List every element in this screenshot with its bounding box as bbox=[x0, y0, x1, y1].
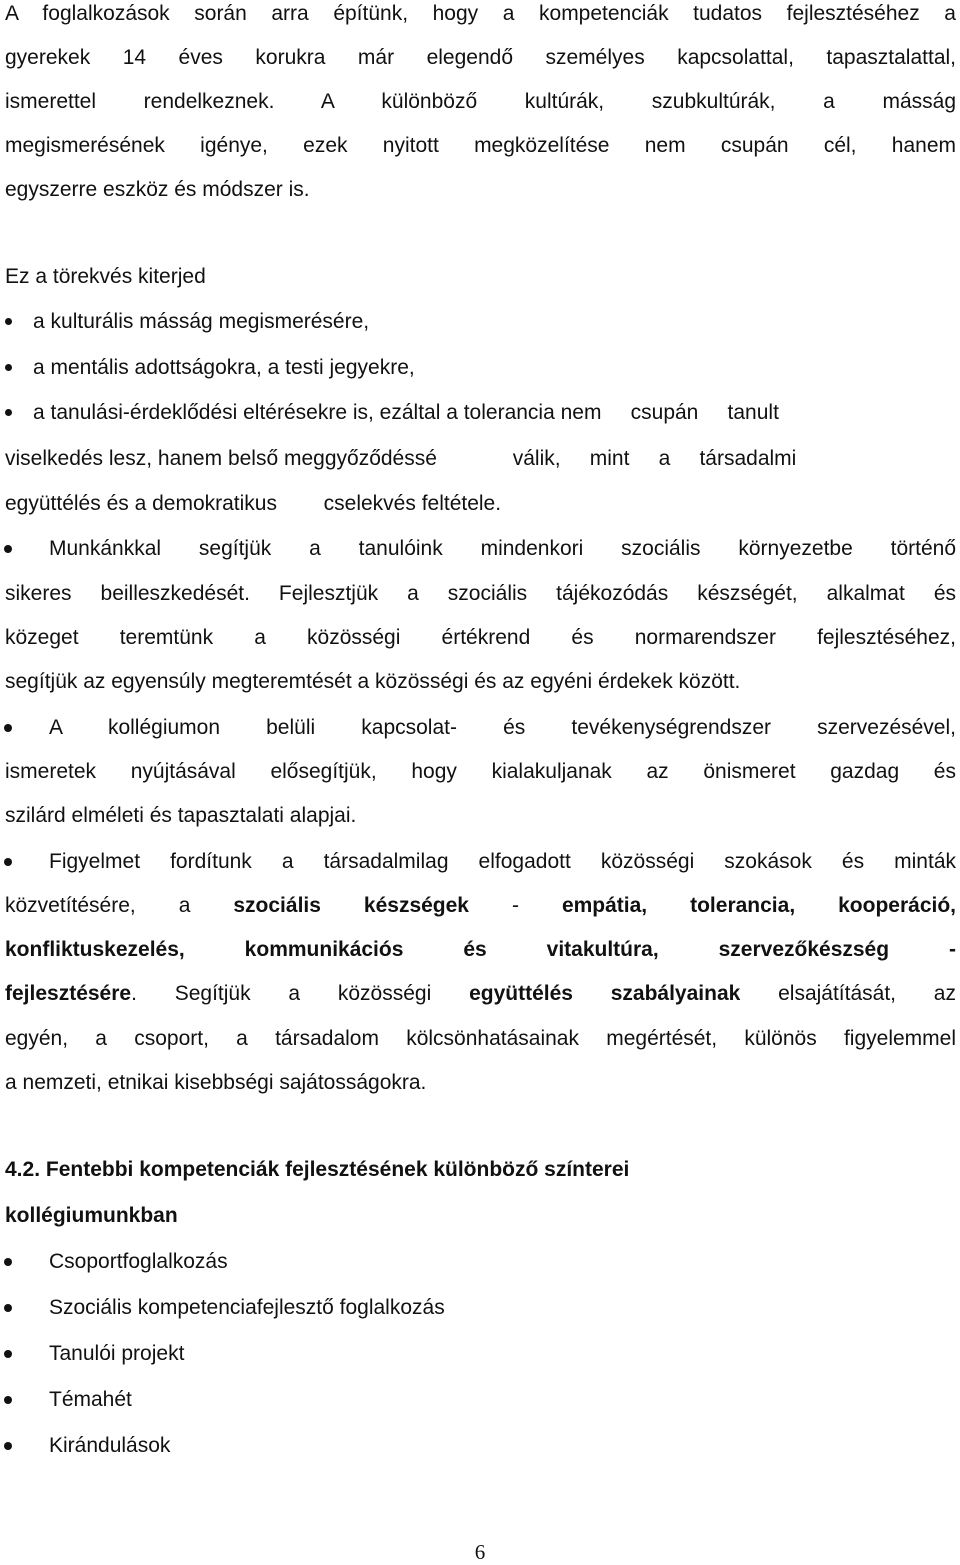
bullet-icon bbox=[5, 409, 12, 416]
bullet-icon bbox=[4, 545, 12, 553]
bullet-text: közeget teremtünk a közösségi értékrend és normarendszer fejlesztéséhez, bbox=[5, 626, 956, 649]
intro-line: ismerettel rendelkeznek. A különböző kultúrák, szubkultúrák, a másság bbox=[5, 90, 956, 113]
list-item: Csoportfoglalkozás bbox=[49, 1250, 228, 1273]
intro-line: A foglalkozások során arra építünk, hogy a kompetenciák tudatos fejlesztéséhez a bbox=[5, 2, 956, 25]
bullet-text: Figyelmet fordítunk a társadalmilag elfogadott közösségi szokások és minták bbox=[49, 850, 956, 873]
list-item: Tanulói projekt bbox=[49, 1342, 185, 1365]
extends-item: a mentális adottságokra, a testi jegyekre, bbox=[33, 356, 415, 379]
intro-line: gyerekek 14 éves korukra már elegendő személyes kapcsolattal, tapasztalattal, bbox=[5, 46, 956, 69]
list-item: Témahét bbox=[49, 1388, 132, 1411]
extends-item-cont: együttélés és a demokratikus cselekvés feltétele. bbox=[5, 492, 502, 515]
list-item: Szociális kompetenciafejlesztő foglalkozás bbox=[49, 1296, 445, 1319]
bullet-text: fejlesztésére. Segítjük a közösségi együttélés szabályainak elsajátítását, az bbox=[5, 982, 956, 1005]
page-number: 6 bbox=[474, 1540, 486, 1564]
bullet-text: konfliktuskezelés, kommunikációs és vitakultúra, szervezőkészség - bbox=[5, 938, 956, 961]
list-item: Kirándulások bbox=[49, 1434, 171, 1457]
bullet-icon bbox=[5, 318, 12, 325]
section-heading: kollégiumunkban bbox=[5, 1204, 178, 1227]
bullet-icon bbox=[4, 1350, 12, 1358]
bullet-icon bbox=[4, 1304, 12, 1312]
bullet-text: szilárd elméleti és tapasztalati alapjai. bbox=[5, 804, 357, 827]
bullet-icon bbox=[4, 858, 12, 866]
bullet-text: a nemzeti, etnikai kisebbségi sajátosságokra. bbox=[5, 1071, 427, 1094]
extends-item: a kulturális másság megismerésére, bbox=[33, 310, 370, 333]
section-heading: 4.2. Fentebbi kompetenciák fejlesztésének különböző színterei bbox=[5, 1158, 630, 1181]
bullet-text: egyén, a csoport, a társadalom kölcsönhatásainak megértését, különös figyelemmel bbox=[5, 1027, 956, 1050]
bullet-text: segítjük az egyensúly megteremtését a közösségi és az egyéni érdekek között. bbox=[5, 670, 741, 693]
bullet-text: sikeres beilleszkedését. Fejlesztjük a szociális tájékozódás készségét, alkalmat és bbox=[5, 582, 956, 605]
bullet-icon bbox=[4, 1396, 12, 1404]
extends-item-cont: viselkedés lesz, hanem belső meggyőződéssé válik, mint a társadalmi bbox=[5, 447, 797, 470]
bullet-text: A kollégiumon belüli kapcsolat- és tevékenységrendszer szervezésével, bbox=[49, 716, 956, 739]
intro-line: egyszerre eszköz és módszer is. bbox=[5, 178, 310, 201]
bullet-text: ismeretek nyújtásával elősegítjük, hogy kialakuljanak az önismeret gazdag és bbox=[5, 760, 956, 783]
bullet-icon bbox=[4, 724, 12, 732]
bullet-icon bbox=[4, 1258, 12, 1266]
bullet-text: Munkánkkal segítjük a tanulóink mindenkori szociális környezetbe történő bbox=[49, 537, 956, 560]
intro-line: megismerésének igénye, ezek nyitott megközelítése nem csupán cél, hanem bbox=[5, 134, 956, 157]
extends-item: a tanulási-érdeklődési eltérésekre is, ezáltal a tolerancia nem csupán tanult bbox=[33, 401, 779, 424]
bullet-icon bbox=[4, 1442, 12, 1450]
bullet-icon bbox=[5, 364, 12, 371]
bullet-text: közvetítésére, a szociális készségek - empátia, tolerancia, kooperáció, bbox=[5, 894, 957, 917]
extends-lead: Ez a törekvés kiterjed bbox=[5, 265, 206, 288]
